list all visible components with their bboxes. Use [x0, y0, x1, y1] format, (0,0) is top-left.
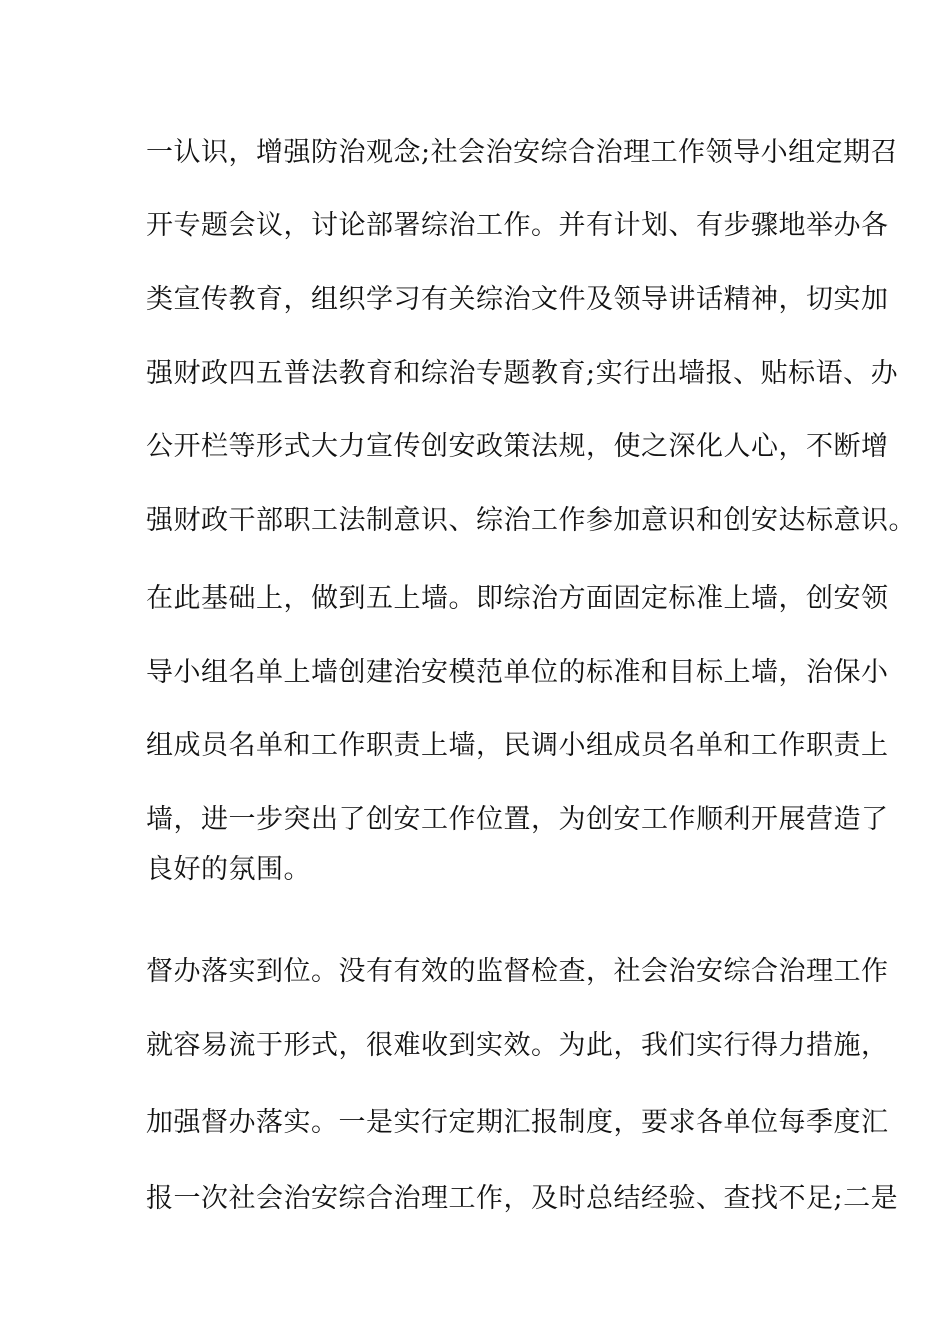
text-line: 报一次社会治安综合治理工作，及时总结经验、查找不足;二是 [146, 1183, 899, 1214]
text-line: 强财政干部职工法制意识、综治工作参加意识和创安达标意识。 [146, 505, 916, 536]
text-line: 良好的氛围。 [146, 854, 311, 885]
text-line: 公开栏等形式大力宣传创安政策法规，使之深化人心，不断增 [146, 431, 889, 462]
text-line: 墙，进一步突出了创安工作位置，为创安工作顺利开展营造了 [146, 804, 889, 835]
text-line: 加强督办落实。一是实行定期汇报制度，要求各单位每季度汇 [146, 1107, 889, 1138]
text-line: 在此基础上，做到五上墙。即综治方面固定标准上墙，创安领 [146, 583, 889, 614]
text-line: 强财政四五普法教育和综治专题教育;实行出墙报、贴标语、办 [146, 358, 899, 389]
text-line: 就容易流于形式，很难收到实效。为此，我们实行得力措施， [146, 1030, 889, 1061]
text-line: 督办落实到位。没有有效的监督检查，社会治安综合治理工作 [146, 956, 889, 987]
text-line: 类宣传教育，组织学习有关综治文件及领导讲话精神，切实加 [146, 284, 889, 315]
text-line: 导小组名单上墙创建治安模范单位的标准和目标上墙，治保小 [146, 657, 889, 688]
text-line: 开专题会议，讨论部署综治工作。并有计划、有步骤地举办各 [146, 210, 889, 241]
text-line: 一认识，增强防治观念;社会治安综合治理工作领导小组定期召 [146, 137, 899, 168]
text-line: 组成员名单和工作职责上墙，民调小组成员名单和工作职责上 [146, 730, 889, 761]
